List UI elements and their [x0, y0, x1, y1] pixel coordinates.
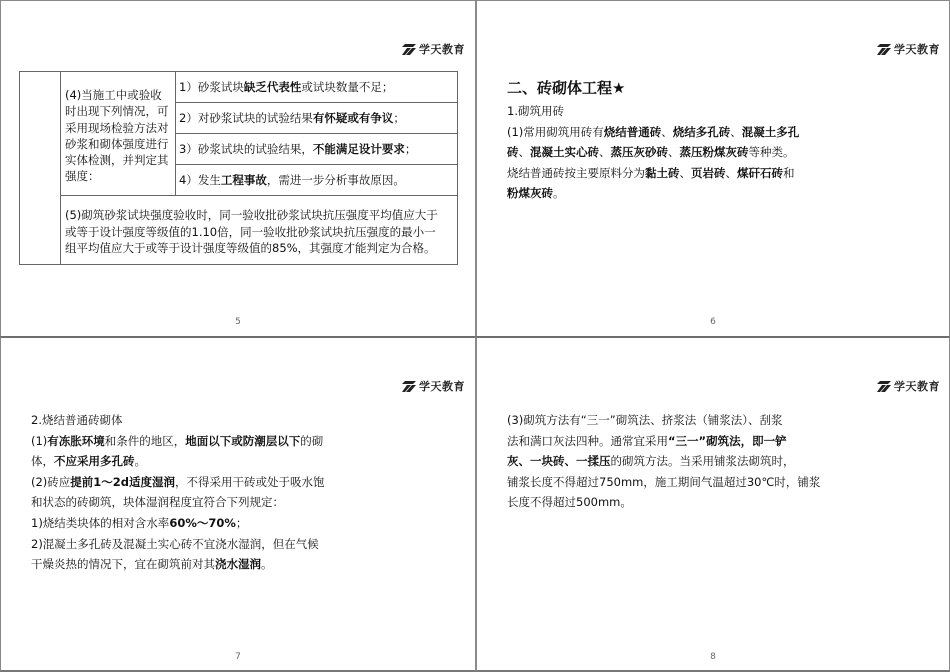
- slide-page-7: [0, 336, 475, 672]
- body-line: 干燥炎热的情况下，宜在砌筑前对其浇水湿润。: [31, 557, 273, 572]
- row-bold-text: 缺乏代表性: [243, 80, 302, 94]
- stripes-logo-icon: [877, 381, 891, 392]
- page-number: 6: [710, 317, 716, 327]
- stripes-logo-icon: [877, 44, 891, 55]
- table-row: [176, 134, 457, 165]
- page-number: 5: [235, 317, 241, 327]
- subheading: 1.砌筑用砖: [507, 104, 564, 118]
- logo-text: 学天教育: [419, 380, 465, 393]
- slide-page-8: [475, 336, 950, 672]
- row-text: ，需进一步分析事故原因。: [266, 173, 405, 187]
- body-line: 体，不应采用多孔砖。: [31, 454, 146, 469]
- body-line: 长度不得超过500mm。: [507, 495, 632, 510]
- page-body: [507, 101, 799, 204]
- page-number: 7: [235, 652, 241, 662]
- row-text: 4）发生: [179, 173, 221, 187]
- body-line: (1)有冻胀环境和条件的地区，地面以下或防潮层以下的砌: [31, 433, 324, 448]
- slide-page-6: [475, 0, 950, 336]
- body-line: (1)常用砌筑用砖有烧结普通砖、烧结多孔砖、混凝土多孔: [507, 124, 800, 139]
- table-condition-cell: [61, 72, 176, 196]
- row-bold-text: 不能满足设计要求: [312, 142, 405, 156]
- body-line: 铺浆长度不得超过750mm，施工期间气温超过30℃时，铺浆: [507, 474, 821, 489]
- brand-logo: [877, 41, 940, 57]
- stripes-logo-icon: [402, 44, 416, 55]
- body-line: 法和满口灰法四种。通常宜采用“三一”砌筑法，即一铲: [507, 433, 787, 448]
- body-line: 1)烧结类块体的相对含水率60%～70%；: [31, 515, 248, 530]
- page-body: [31, 410, 325, 575]
- brand-logo: [877, 378, 940, 394]
- cell-line: 组平均值应大于或等于设计强度等级值的85%，其强度才能判定为合格。: [65, 241, 436, 255]
- cell-line: (5)砌筑砂浆试块强度验收时，同一验收批砂浆试块抗压强度平均值应大于: [65, 208, 438, 222]
- row-bold-text: 有怀疑或有争议: [312, 111, 394, 125]
- logo-text: 学天教育: [419, 43, 465, 56]
- row-text: ；: [404, 142, 417, 156]
- brand-logo: [402, 378, 465, 394]
- row-text: 1）砂浆试块: [179, 80, 244, 94]
- table-row: [176, 165, 457, 196]
- page-body: [507, 410, 820, 513]
- mortar-test-table: [19, 71, 458, 265]
- table-row: [176, 103, 457, 134]
- body-line: 烧结普通砖按主要原料分为黏土砖、页岩砖、煤矸石砖和: [507, 165, 795, 180]
- logo-text: 学天教育: [894, 43, 940, 56]
- row-bold-text: 工程事故: [220, 173, 267, 187]
- row-text: 3）砂浆试块的试验结果，: [179, 142, 313, 156]
- table-empty-column: [20, 72, 61, 264]
- cell-line: (4)当施工中或验收: [65, 88, 162, 102]
- body-line: 2)混凝土多孔砖及混凝土实心砖不宜浇水湿润，但在气候: [31, 536, 319, 551]
- row-text: 2）对砂浆试块的试验结果: [179, 111, 313, 125]
- subheading: 2.烧结普通砖砌体: [31, 413, 123, 427]
- cell-line: 采用现场检验方法对: [65, 120, 169, 135]
- stripes-logo-icon: [402, 381, 416, 392]
- body-line: 灰、一块砖、一揉压的砌筑方法。当采用铺浆法砌筑时，: [507, 454, 795, 469]
- cell-line: 或等于设计强度等级值的1.10倍，同一验收批砂浆试块抗压强度的最小一: [65, 224, 436, 239]
- table-situations-column: [176, 72, 457, 196]
- page-number: 8: [710, 652, 716, 662]
- table-merged-cell: [61, 196, 457, 264]
- cell-line: 时出现下列情况，可: [65, 104, 169, 119]
- body-line: (2)砖应提前1～2d适度湿润，不得采用干砖或处于吸水饱: [31, 474, 325, 489]
- body-line: 粉煤灰砖。: [507, 186, 565, 200]
- table-row: [176, 72, 457, 103]
- logo-text: 学天教育: [894, 380, 940, 393]
- section-heading: 二、砖砌体工程★: [507, 79, 626, 97]
- cell-line: 实体检测，并判定其: [65, 153, 169, 168]
- brand-logo: [402, 41, 465, 57]
- body-line: 砖、混凝土实心砖、蒸压灰砂砖、蒸压粉煤灰砖等种类。: [507, 145, 795, 159]
- slide-page-5: [0, 0, 475, 336]
- cell-line: 强度：: [65, 169, 100, 184]
- body-line: 和状态的砖砌筑，块体湿润程度宜符合下列规定：: [31, 495, 284, 510]
- cell-line: 砂浆和砌体强度进行: [65, 136, 169, 151]
- row-text: ；: [393, 111, 405, 125]
- row-text: 或试块数量不足；: [301, 80, 394, 94]
- body-line: (3)砌筑方法有“三一”砌筑法、挤浆法（铺浆法）、刮浆: [507, 413, 783, 427]
